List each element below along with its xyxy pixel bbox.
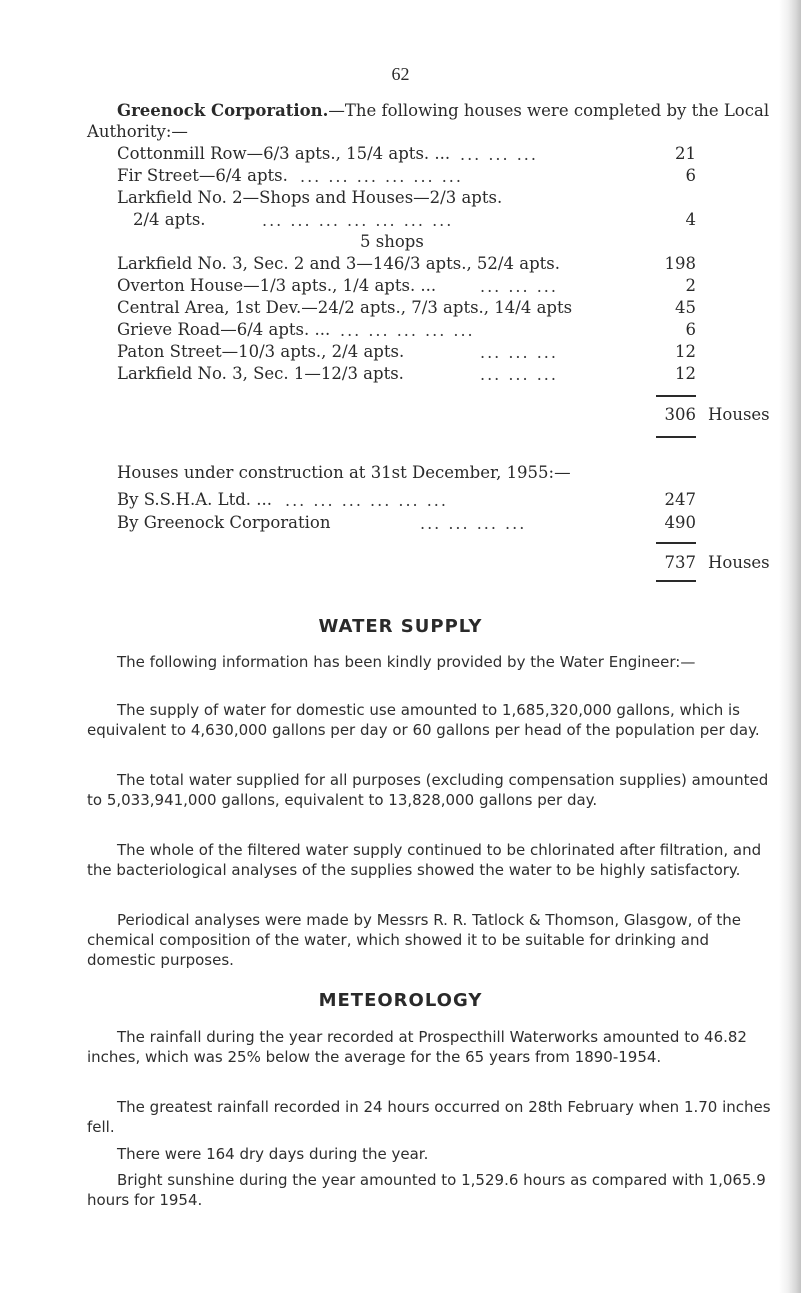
leader-dots: ... ... ... <box>460 145 538 164</box>
leader-dots: ... ... ... <box>480 365 558 384</box>
under-construction-row-label: By Greenock Corporation <box>117 513 331 532</box>
completed-row-label: Fir Street—6/4 apts. <box>117 166 288 185</box>
water-paragraph: Periodical analyses were made by Messrs R. R. Tatlock & Thomson, Glasgow, of the chemical composition of the water, which showed it to be suitable for drinking and domestic purposes. <box>87 911 741 969</box>
completed-row-count: 12 <box>675 364 696 383</box>
total-rule <box>656 436 696 438</box>
under-construction-row-count: 490 <box>664 513 696 532</box>
under-construction-total-units: Houses <box>708 553 770 572</box>
water-paragraph: The supply of water for domestic use amounted to 1,685,320,000 gallons, which is equivalent to 4,630,000 gallons per day or 60 gallons per head of the population per day. <box>87 701 760 739</box>
leader-dots: ... ... ... <box>480 343 558 362</box>
intro-text: —The following houses were completed by the Local Authority:— <box>87 101 770 141</box>
completed-total: 306 <box>664 405 696 424</box>
completed-row-label: Grieve Road—6/4 apts. ... <box>117 320 331 339</box>
page-number: 62 <box>391 64 410 84</box>
meteorology-paragraph: The rainfall during the year recorded at Prospecthill Waterworks amounted to 46.82 inches, which was 25% below the average for the 65 years from 1890-1954. <box>87 1028 747 1066</box>
leader-dots: ... ... ... ... ... ... <box>285 491 448 510</box>
completed-row-label: Cottonmill Row—6/3 apts., 15/4 apts. ... <box>117 144 451 163</box>
completed-row-label: Larkfield No. 3, Sec. 2 and 3—146/3 apts., 52/4 apts. <box>117 254 560 273</box>
meteorology-heading: METEOROLOGY <box>318 990 483 1011</box>
leader-dots: ... ... ... ... ... <box>340 321 475 340</box>
completed-row-count: 4 <box>685 210 696 229</box>
meteorology-paragraph: There were 164 dry days during the year. <box>117 1145 429 1163</box>
completed-row-label: Larkfield No. 3, Sec. 1—12/3 apts. <box>117 364 404 383</box>
leader-dots: ... ... ... ... ... ... <box>300 167 463 186</box>
total-rule <box>656 580 696 582</box>
completed-row-count: 2 <box>685 276 696 295</box>
under-construction-total: 737 <box>664 553 696 572</box>
completed-row-label: 5 shops <box>360 232 424 251</box>
completed-row-label: Paton Street—10/3 apts., 2/4 apts. <box>117 342 405 361</box>
completed-row-label: Overton House—1/3 apts., 1/4 apts. ... <box>117 276 437 295</box>
completed-row-label: Central Area, 1st Dev.—24/2 apts., 7/3 apts., 14/4 apts <box>117 298 573 317</box>
meteorology-paragraph: The greatest rainfall recorded in 24 hours occurred on 28th February when 1.70 inches fell. <box>87 1098 771 1136</box>
completed-row-count: 6 <box>685 320 696 339</box>
completed-row-count: 45 <box>675 298 696 317</box>
intro-lead: Greenock Corporation. <box>117 101 329 120</box>
total-rule <box>656 542 696 544</box>
completed-row-count: 21 <box>675 144 696 163</box>
page-edge-shadow <box>779 0 801 1293</box>
meteorology-paragraph: Bright sunshine during the year amounted to 1,529.6 hours as compared with 1,065.9 hours for 1954. <box>87 1171 766 1209</box>
leader-dots: ... ... ... ... <box>420 514 527 533</box>
completed-row-count: 198 <box>664 254 696 273</box>
leader-dots: ... ... ... ... ... ... ... <box>262 211 454 230</box>
completed-row-label: Larkfield No. 2—Shops and Houses—2/3 apts. <box>117 188 503 207</box>
completed-total-units: Houses <box>708 405 770 424</box>
water-paragraph: The total water supplied for all purposes (excluding compensation supplies) amounted to 5,033,941,000 gallons, equivalent to 13,828,000 gallons per day. <box>87 771 769 809</box>
leader-dots: ... ... ... <box>480 277 558 296</box>
total-rule <box>656 395 696 397</box>
water-supply-heading: WATER SUPPLY <box>318 616 483 637</box>
under-construction-row-label: By S.S.H.A. Ltd. ... <box>117 490 273 509</box>
under-construction-row-count: 247 <box>664 490 696 509</box>
completed-row-count: 6 <box>685 166 696 185</box>
completed-row-label: 2/4 apts. <box>133 210 206 229</box>
completed-row-count: 12 <box>675 342 696 361</box>
water-paragraph: The following information has been kindly provided by the Water Engineer:— <box>117 653 696 671</box>
intro-paragraph <box>87 100 777 142</box>
water-paragraph: The whole of the filtered water supply continued to be chlorinated after filtration, and the bacteriological analyses of the supplies showed the water to be highly satisfactory. <box>87 841 762 879</box>
under-construction-heading: Houses under construction at 31st December, 1955:— <box>117 463 571 482</box>
